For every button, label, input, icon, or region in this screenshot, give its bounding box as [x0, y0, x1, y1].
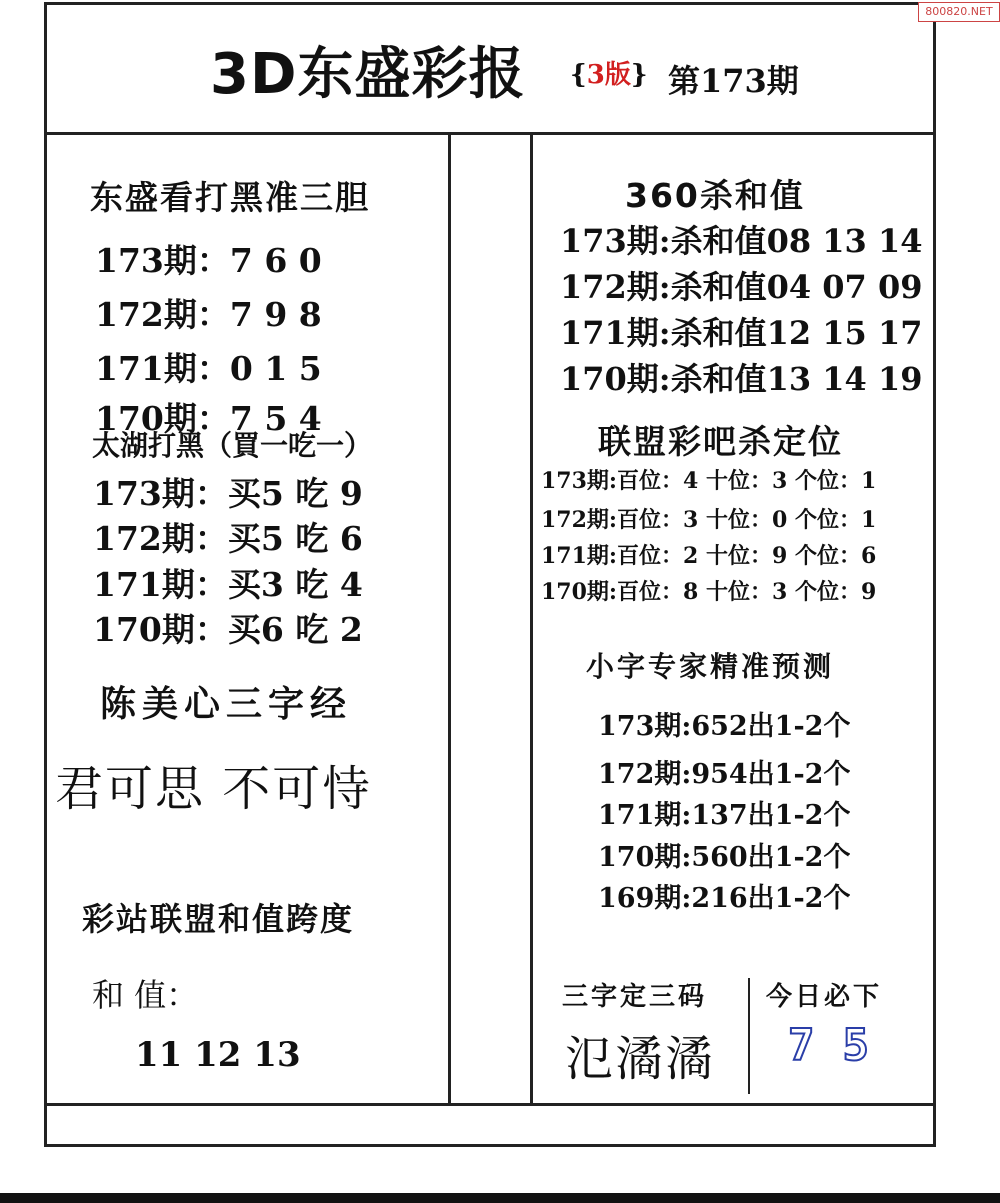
watermark-badge: 800820.NET	[918, 2, 1000, 22]
xiaozi-row: 172期:954出1-2个	[598, 759, 851, 790]
page-title: 3D东盛彩报	[210, 42, 526, 107]
lianmeng-row: 172期:百位：3 十位：0 个位：1	[541, 507, 877, 533]
dongsheng-title: 东盛看打黑准三胆	[90, 178, 370, 217]
xiaozi-title: 小字专家精准预测	[586, 650, 835, 683]
edition-close: }	[630, 60, 648, 90]
jinri-title: 今日必下	[766, 982, 883, 1012]
footer-divider	[44, 1103, 936, 1106]
kill360-title: 360杀和值	[625, 176, 805, 215]
xiaozi-row: 173期:652出1-2个	[598, 711, 851, 742]
hezhi-values: 11 12 13	[135, 1035, 301, 1075]
edition-number: 3版	[586, 60, 631, 90]
kill360-row: 171期:杀和值12 15 17	[560, 314, 923, 352]
sanzi-text: 氾潏潏	[565, 1031, 716, 1087]
hezhi-label: 和 值：	[92, 976, 199, 1014]
taihu-row: 173期：买5 吃 9	[93, 474, 363, 513]
taihu-row: 172期：买5 吃 6	[93, 519, 363, 558]
taihu-row: 170期：买6 吃 2	[93, 610, 363, 649]
header-divider	[44, 132, 936, 135]
page-bottom-bar	[0, 1193, 1000, 1203]
chenmeixin-text: 君可思 不可恃	[55, 761, 373, 817]
dongsheng-row: 171期：0 1 5	[95, 349, 322, 388]
kill360-row: 173期:杀和值08 13 14	[560, 222, 923, 260]
chenmeixin-title: 陈美心三字经	[100, 684, 353, 725]
lianmeng-row: 170期:百位：8 十位：3 个位：9	[541, 579, 877, 605]
dongsheng-row: 172期：7 9 8	[95, 295, 322, 334]
edition-label	[570, 54, 648, 91]
lianmeng-row: 171期:百位：2 十位：9 个位：6	[541, 543, 877, 569]
bottom-right-divider	[748, 978, 750, 1094]
xiaozi-row: 171期:137出1-2个	[598, 800, 851, 831]
edition-open: {	[570, 60, 587, 90]
issue-number: 第173期	[668, 62, 799, 100]
xiaozi-row: 170期:560出1-2个	[598, 842, 851, 873]
column-divider-right	[530, 135, 533, 1103]
caizhan-title: 彩站联盟和值跨度	[82, 900, 355, 938]
dongsheng-row: 170期：7 5 4	[95, 399, 322, 438]
sanzi-title: 三字定三码	[562, 982, 708, 1012]
dongsheng-row: 173期：7 6 0	[95, 241, 322, 280]
lianmeng-title: 联盟彩吧杀定位	[598, 422, 843, 461]
taihu-title: 太湖打黑（買一吃一）	[92, 429, 373, 462]
kill360-row: 170期:杀和值13 14 19	[560, 360, 923, 398]
taihu-row: 171期：买3 吃 4	[93, 565, 363, 604]
lianmeng-row: 173期:百位：4 十位：3 个位：1	[541, 468, 877, 494]
kill360-row: 172期:杀和值04 07 09	[560, 268, 923, 306]
jinri-digits: 75	[788, 1020, 897, 1071]
xiaozi-row: 169期:216出1-2个	[598, 883, 851, 914]
column-divider-left	[448, 135, 451, 1103]
